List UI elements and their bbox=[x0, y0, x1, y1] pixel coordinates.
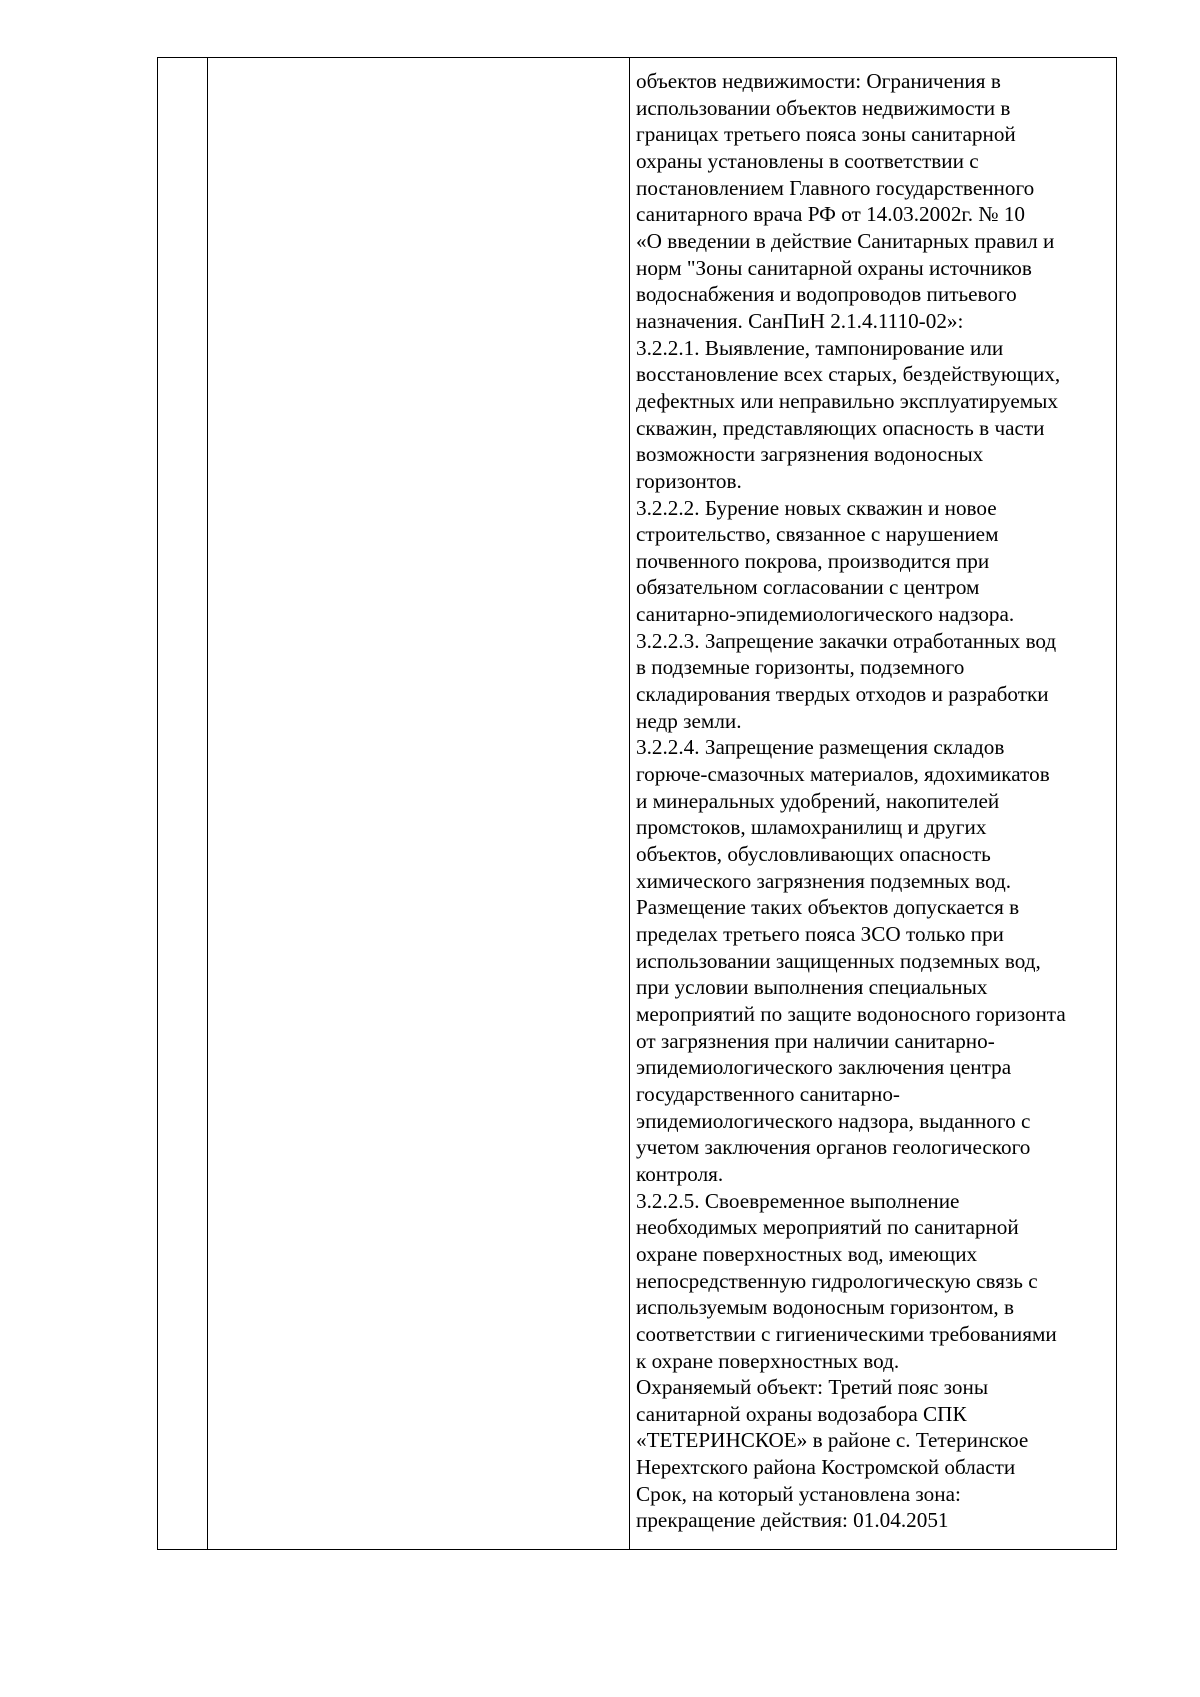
number-cell bbox=[158, 58, 208, 1550]
document-table bbox=[157, 57, 1117, 1550]
description-cell bbox=[630, 58, 1117, 1550]
name-text bbox=[208, 58, 629, 68]
number-text bbox=[158, 58, 207, 68]
table-row bbox=[158, 58, 1117, 1550]
description-text: объектов недвижимости: Ограничения в использовании объектов недвижимости в границах третьего пояса зоны санитарной охраны установлены в соответствии с постановлением Главного государственного санитарного врача РФ от 14.03.2002г. № 10 «О введении в действие Санитарных правил и норм "Зоны санитарной охраны источников водоснабжения и водопроводов питьевого назначения. СанПиН 2.1.4.1110-02»: 3.2.2.1. Выявление, тампонирование или восстановление всех старых, бездействующих, дефектных или неправильно эксплуатируемых скважин, представляющих опасность в части возможности загрязнения водоносных горизонтов. 3.2.2.2. Бурение новых скважин и новое строительство, связанное с нарушением почвенного покрова, производится при обязательном согласовании с центром санитарно-эпидемиологического надзора. 3.2.2.3. Запрещение закачки отработанных вод в подземные горизонты, подземного складирования твердых отходов и разработки недр земли. 3.2.2.4. Запрещение размещения складов горюче-смазочных материалов, ядохимикатов и минеральных удобрений, накопителей промстоков, шламохранилищ и других объектов, обусловливающих опасность химического загрязнения подземных вод. Размещение таких объектов допускается в пределах третьего пояса ЗСО только при использовании защищенных подземных вод, при условии выполнения специальных мероприятий по защите водоносного горизонта от загрязнения при наличии санитарно- эпидемиологического заключения центра государственного санитарно- эпидемиологического надзора, выданного с учетом заключения органов геологического контроля. 3.2.2.5. Своевременное выполнение необходимых мероприятий по санитарной охране поверхностных вод, имеющих непосредственную гидрологическую связь с используемым водоносным горизонтом, в соответствии с гигиеническими требованиями к охране поверхностных вод. Охраняемый объект: Третий пояс зоны санитарной охраны водозабора СПК «ТЕТЕРИНСКОЕ» в районе с. Тетеринское Нерехтского района Костромской области Срок, на который установлена зона: прекращение действия: 01.04.2051 bbox=[636, 69, 1066, 1533]
name-cell bbox=[208, 58, 630, 1550]
